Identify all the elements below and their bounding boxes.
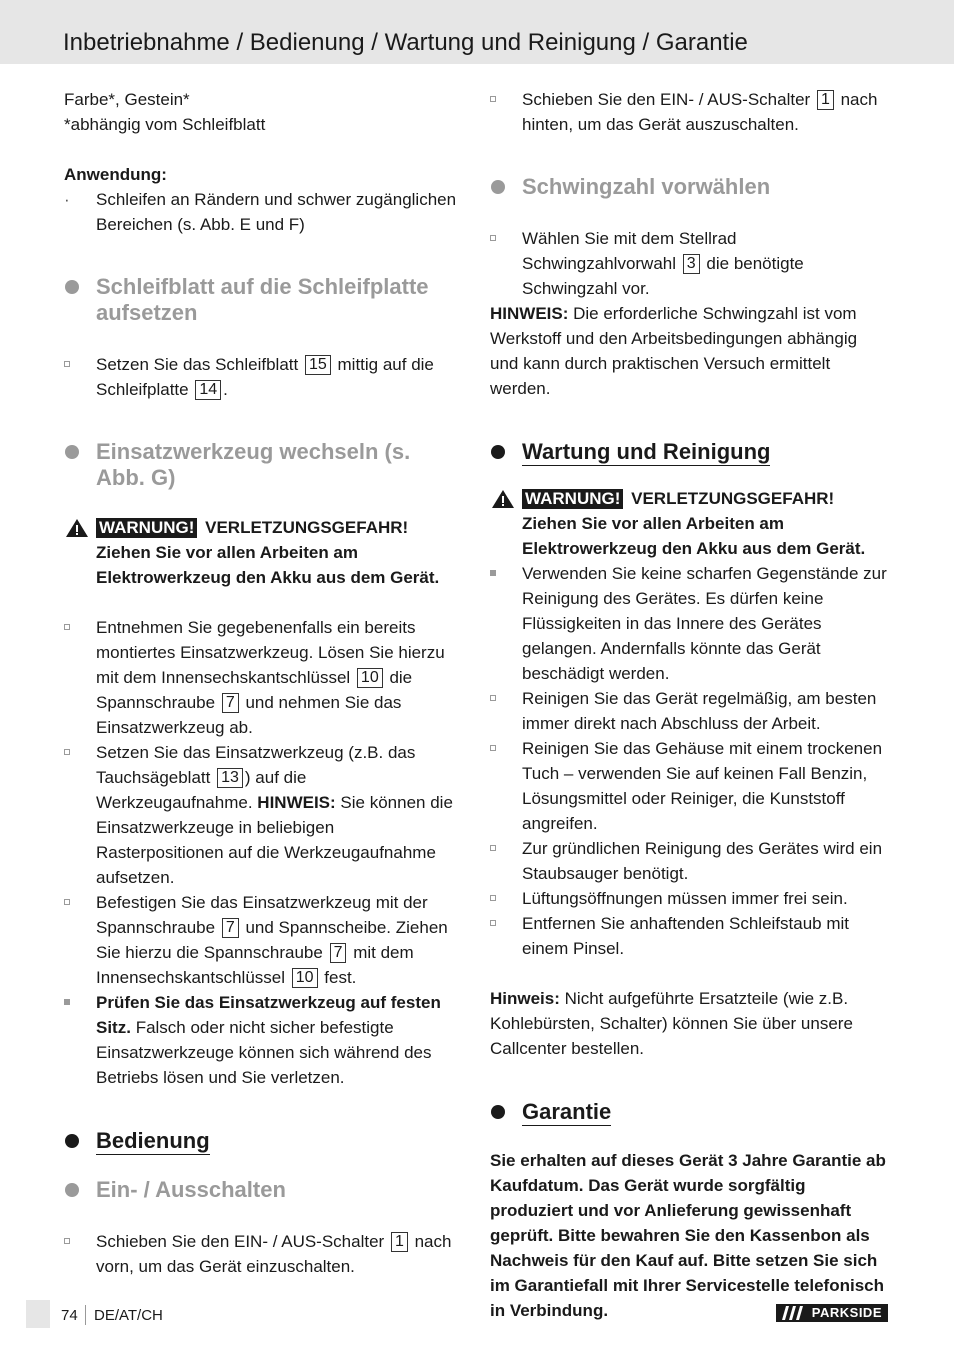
square-bullet-icon [490,235,496,241]
bullet-circle-icon [65,280,79,294]
item-text: Reinigen Sie das Gerät regelmäßig, am besten immer direkt nach Abschluss der Arbeit. [522,689,877,733]
item-text: Entfernen Sie anhaftenden Schleifstaub mit einem Pinsel. [522,914,849,958]
item-text: Setzen Sie das Einsatzwerkzeug (z.B. das Tauchsägeblatt [96,743,416,787]
logo-text: PARKSIDE [811,1305,882,1320]
square-bullet-icon [64,624,70,630]
square-bullet-icon [490,920,496,926]
part-ref: 7 [222,918,239,938]
part-ref: 15 [305,355,331,375]
item-text: Lüftungsöffnungen müssen immer frei sein. [522,889,848,908]
section-heading-garantie [490,1098,890,1126]
list-item [490,736,890,836]
item-text: fest. [324,968,357,987]
warning-block [64,515,464,590]
hinweis-paragraph [490,986,890,1061]
list-item [64,990,464,1090]
hinweis-label: Hinweis: [490,989,560,1008]
section-heading-einaus [64,1177,464,1203]
warning-triangle-icon [491,489,515,509]
square-bullet-icon [490,845,496,851]
warning-text: VERLETZUNGSGEFAHR! Ziehen Sie vor allen Arbeiten am Elektrowerkzeug den Akku aus dem Gerät. [96,518,440,587]
bullet-circle-icon [65,1183,79,1197]
section-heading-wartung [490,438,890,466]
item-text: Setzen Sie das Schleifblatt [96,355,299,374]
part-ref: 7 [330,943,347,963]
list-item [490,87,890,137]
list-item [490,836,890,886]
item-text: Reinigen Sie das Gehäuse mit einem trockenen Tuch – verwenden Sie auf keinen Fall Benzin, Lösungsmittel oder Reiniger, die Kunststoff angreifen. [522,739,883,833]
list-item [490,686,890,736]
part-ref: 10 [292,968,318,988]
warning-badge: WARNUNG! [96,518,197,538]
warning-badge: WARNUNG! [522,489,623,509]
page-number: 74 [61,1307,78,1324]
bullet-circle-icon [491,180,505,194]
left-column [64,87,464,1279]
list-item [64,1229,464,1279]
square-bullet-icon [64,899,70,905]
square-bullet-icon [64,749,70,755]
hinweis-text: Nicht aufgeführte Ersatzteile (wie z.B. Kohlebürsten, Schalter) können Sie über unsere Callcenter bestellen. [490,989,853,1058]
square-bullet-icon [490,96,496,102]
item-text: Verwenden Sie keine scharfen Gegenstände zur Reinigung des Gerätes. Es dürfen keine Flüssigkeiten in das Innere des Gerätes gelangen. Andernfalls könnte das Gerät beschädigt werden. [522,564,887,683]
list-item [490,226,890,301]
heading-text: Schleifblatt auf die Schleifplatte aufsetzen [96,274,429,325]
dot-bullet: · [64,190,70,209]
anwendung-label: Anwendung: [64,165,167,184]
anwendung-text: Schleifen an Rändern und schwer zugänglichen Bereichen (s. Abb. E und F) [96,190,457,234]
list-item [64,615,464,740]
heading-text: Ein- / Ausschalten [96,1177,286,1202]
part-ref: 1 [391,1232,408,1252]
item-text: Schieben Sie den EIN- / AUS-Schalter [96,1232,385,1251]
filled-square-bullet-icon [490,570,496,576]
footer-divider [85,1305,86,1325]
filled-square-bullet-icon [64,999,70,1005]
item-text: Schieben Sie den EIN- / AUS-Schalter [522,90,811,109]
item-text: Befestigen Sie das Einsatzwerkzeug mit der Spannschraube [96,893,428,937]
list-item [64,740,464,890]
list-item [64,890,464,990]
item-text: und nehmen Sie das Einsatzwerkzeug ab. [96,693,402,737]
hinweis-label: HINWEIS: [257,793,336,812]
item-text: die Spannschraube [96,668,413,712]
item-text: mit dem Innensechskantschlüssel [96,943,414,987]
item-text: mittig auf die Schleifplatte [96,355,434,399]
item-text: nach vorn, um das Gerät einzuschalten. [96,1232,452,1276]
item-text-bold: Prüfen Sie das Einsatzwerkzeug auf festen Sitz. [96,993,441,1037]
right-column [490,87,890,1323]
square-bullet-icon [490,695,496,701]
bullet-circle-icon [491,1105,505,1119]
part-ref: 1 [817,90,834,110]
section-heading-bedienung [64,1127,464,1155]
bullet-circle-icon [491,445,505,459]
list-item [490,911,890,961]
heading-text: Garantie [522,1099,612,1124]
item-text: Sie können die Einsatzwerkzeuge in beliebigen Rasterpositionen auf die Werkzeugaufnahme aufsetzen. [96,793,453,887]
intro-note: *abhängig vom Schleifblatt [64,115,266,134]
item-text: . [223,380,228,399]
part-ref: 13 [217,768,243,788]
heading-text: Schwingzahl vorwählen [522,174,771,199]
logo-stripes-icon [782,1306,806,1320]
schwingzahl-note [490,301,890,401]
square-bullet-icon [490,745,496,751]
list-item [64,352,464,402]
item-text: nach hinten, um das Gerät auszuschalten. [522,90,878,134]
item-text: Falsch oder nicht sicher befestigte Einsatzwerkzeuge können sich während des Betriebs lösen und Sie verletzen. [96,1018,432,1087]
region-code: DE/AT/CH [94,1307,163,1324]
square-bullet-icon [490,895,496,901]
hinweis-text: Die erforderliche Schwingzahl ist vom Werkstoff und den Arbeitsbedingungen abhängig und kann durch praktischen Versuch ermittelt werden. [490,304,858,398]
heading-text: Wartung und Reinigung [522,439,771,464]
item-text: Zur gründlichen Reinigung des Gerätes wird ein Staubsauger benötigt. [522,839,883,883]
square-bullet-icon [64,1238,70,1244]
list-item [64,187,464,237]
bullet-circle-icon [65,1134,79,1148]
bullet-circle-icon [65,445,79,459]
page-title: Inbetriebnahme / Bedienung / Wartung und Reinigung / Garantie [63,29,748,56]
part-ref: 10 [357,668,383,688]
warning-block [490,486,890,561]
footer-box [26,1300,50,1328]
garantie-text: Sie erhalten auf dieses Gerät 3 Jahre Garantie ab Kaufdatum. Das Gerät wurde sorgfältig produziert und vor Anlieferung gewissenhaft geprüft. Bitte bewahren Sie den Kassenbon als Nachweis für den Kauf auf. Bitte setzen Sie sich im Garantiefall mit Ihrer Servicestelle telefonisch in Verbindung. [490,1151,886,1320]
section-heading-einsatz [64,439,464,491]
heading-text: Einsatzwerkzeug wechseln (s. Abb. G) [96,439,411,490]
heading-text: Bedienung [96,1128,210,1153]
list-item [490,886,890,911]
part-ref: 14 [195,380,221,400]
item-text: und Spannscheibe. Ziehen Sie hierzu die Spannschraube [96,918,448,962]
section-heading-schleifblatt [64,274,464,326]
intro-line: Farbe*, Gestein* [64,90,190,109]
item-text: ) auf die Werkzeugaufnahme. [96,768,307,812]
part-ref: 7 [222,693,239,713]
list-item [490,561,890,686]
warning-text: VERLETZUNGSGEFAHR! Ziehen Sie vor allen Arbeiten am Elektrowerkzeug den Akku aus dem Gerät. [522,489,866,558]
item-text: Entnehmen Sie gegebenenfalls ein bereits montiertes Einsatzwerkzeug. Lösen Sie hierzu mit dem Innensechskantschlüssel [96,618,445,687]
square-bullet-icon [64,361,70,367]
part-ref: 3 [683,254,700,274]
item-text: Wählen Sie mit dem Stellrad Schwingzahlvorwahl [522,229,737,273]
hinweis-label: HINWEIS: [490,304,569,323]
warning-triangle-icon [65,518,89,538]
section-heading-schwingzahl [490,174,890,200]
parkside-logo [776,1304,888,1322]
item-text: die benötigte Schwingzahl vor. [522,254,804,298]
